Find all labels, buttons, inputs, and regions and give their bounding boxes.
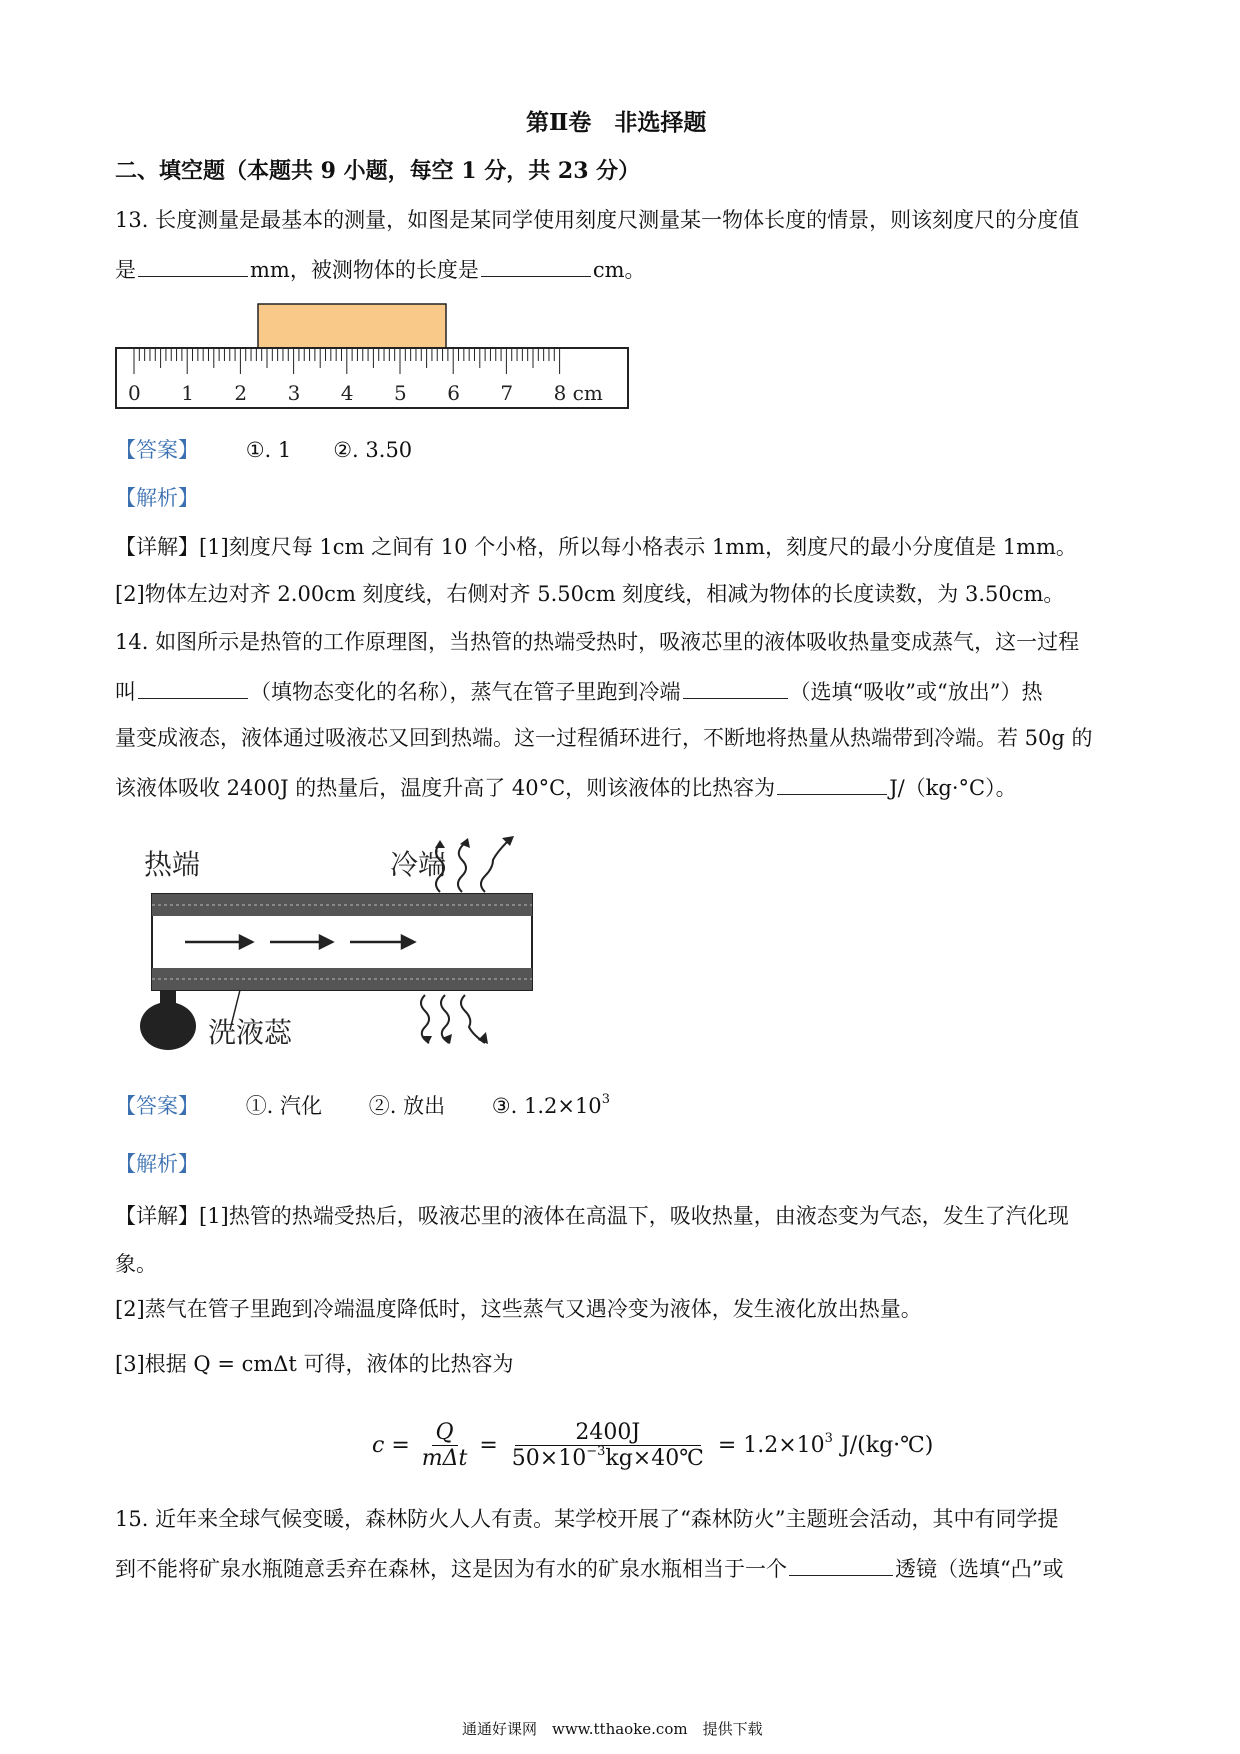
formula-unit: J/(kg·℃) xyxy=(840,1432,934,1458)
q13-analysis-label: 【解析】 xyxy=(115,486,199,510)
q15-text-a: 到不能将矿泉水瓶随意丢弃在森林，这是因为有水的矿泉水瓶相当于一个 xyxy=(115,1557,787,1581)
page-footer: 通通好课网 www.tthaoke.com 提供下载 xyxy=(462,1720,763,1738)
heat-pipe-figure xyxy=(140,830,560,1055)
q13-answer xyxy=(115,436,412,464)
q14-text-e: J/（kg·°C）。 xyxy=(889,776,1017,800)
formula-result: = $1.2\times 10^3$ xyxy=(717,1430,833,1458)
q14-stem-line2 xyxy=(115,676,1042,706)
ruler-label: 5 xyxy=(394,381,407,405)
q13-detail-1: 【详解】[1]刻度尺每 1cm 之间有 10 个小格，所以每小格表示 1mm，刻度尺的最小分度值是 1mm。 xyxy=(115,535,1077,559)
q14-detail-3: [3]根据 Q = cmΔt 可得，液体的比热容为 xyxy=(115,1352,514,1376)
q13-text-a: 是 xyxy=(115,258,136,282)
answer-label: 【答案】 xyxy=(115,438,199,462)
q14-stem-line1: 14. 如图所示是热管的工作原理图，当热管的热端受热时，吸液芯里的液体吸收热量变成蒸气，这一过程 xyxy=(115,630,1080,654)
q13-stem-line1: 13. 长度测量是最基本的测量，如图是某同学使用刻度尺测量某一物体长度的情景，则该刻度尺的分度值 xyxy=(115,208,1080,232)
q14-answer-3: ③. $1.2\times 10^3$ xyxy=(491,1092,610,1118)
q14-blank-1[interactable] xyxy=(138,676,248,699)
q14-stem-line4 xyxy=(115,772,1017,802)
ruler-label: 3 xyxy=(287,381,301,405)
q13-blank-1[interactable] xyxy=(138,254,248,277)
q15-text-b: 透镜（选填“凸”或 xyxy=(895,1557,1064,1581)
answer-label: 【答案】 xyxy=(115,1094,199,1118)
q14-text-b: （填物态变化的名称），蒸气在管子里跑到冷端 xyxy=(250,680,681,704)
q13-stem-line2 xyxy=(115,254,646,284)
ruler-label: 2 xyxy=(234,381,248,405)
ruler-label: 0 xyxy=(128,381,141,405)
q13-blank-2[interactable] xyxy=(481,254,591,277)
q13-text-b: mm，被测物体的长度是 xyxy=(250,258,479,282)
q14-answer-2: ②. 放出 xyxy=(368,1094,446,1118)
section-subheading: 二、填空题（本题共 9 小题，每空 1 分，共 23 分） xyxy=(115,158,641,184)
ruler-label: 4 xyxy=(340,381,354,405)
measured-object xyxy=(258,304,446,348)
ruler-label: 8 cm xyxy=(553,381,603,405)
burner-icon xyxy=(140,990,196,1050)
q14-blank-2[interactable] xyxy=(683,676,788,699)
cold-end-label: 冷端 xyxy=(390,848,447,881)
hot-end-label: 热端 xyxy=(144,848,201,881)
ruler-label: 7 xyxy=(500,381,514,405)
q14-analysis-label: 【解析】 xyxy=(115,1152,199,1176)
q13-detail-2: [2]物体左边对齐 2.00cm 刻度线，右侧对齐 5.50cm 刻度线，相减为物体的长度读数，为 3.50cm。 xyxy=(115,582,1065,606)
q14-detail-1b: 象。 xyxy=(115,1252,157,1276)
heat-out-bottom xyxy=(421,995,485,1043)
section-heading: 第Ⅱ卷 非选择题 xyxy=(526,109,707,136)
ruler-label: 6 xyxy=(447,381,460,405)
q14-text-a: 叫 xyxy=(115,680,136,704)
q14-answer xyxy=(115,1092,610,1120)
q15-blank-1[interactable] xyxy=(789,1553,893,1576)
formula-fraction-1: Q mΔt xyxy=(421,1419,468,1471)
q13-text-c: cm。 xyxy=(592,258,646,282)
q14-blank-3[interactable] xyxy=(777,772,887,795)
q14-answer-1: ①. 汽化 xyxy=(245,1094,323,1118)
wick-label: 洗液蕊 xyxy=(208,1016,293,1049)
ruler-label: 1 xyxy=(181,381,194,405)
q14-detail-1: 【详解】[1]热管的热端受热后，吸液芯里的液体在高温下，吸收热量，由液态变为气态，发生了汽化现 xyxy=(115,1204,1069,1228)
heat-out-top xyxy=(436,840,509,892)
q15-stem-line1: 15. 近年来全球气候变暖，森林防火人人有责。某学校开展了“森林防火”主题班会活动，其中有同学提 xyxy=(115,1507,1059,1531)
q14-text-c: （选填“吸收”或“放出”）热 xyxy=(789,680,1043,704)
q13-answer-text: ①. 1 ②. 3.50 xyxy=(245,438,413,462)
q15-stem-line2 xyxy=(115,1553,1063,1583)
q14-detail-2: [2]蒸气在管子里跑到冷端温度降低时，这些蒸气又遇冷变为液体，发生液化放出热量。 xyxy=(115,1297,922,1321)
formula-lhs: c = xyxy=(372,1432,410,1458)
ruler-figure xyxy=(112,300,632,415)
formula-fraction-2: $\frac{2400J}{50\times 10^{-3}kg\times 40℃}$ xyxy=(511,1419,704,1471)
specific-heat-formula: c = Q mΔt = $\frac{2400J}{50\times 10^{-3}kg\times 40℃}$ = $1.2\times 10^3$ J/(kg·℃) xyxy=(372,1419,934,1471)
q14-text-d: 该液体吸收 2400J 的热量后，温度升高了 40°C，则该液体的比热容为 xyxy=(115,776,776,800)
q14-stem-line3: 量变成液态，液体通过吸液芯又回到热端。这一过程循环进行，不断地将热量从热端带到冷端。若 50g 的 xyxy=(115,726,1093,750)
